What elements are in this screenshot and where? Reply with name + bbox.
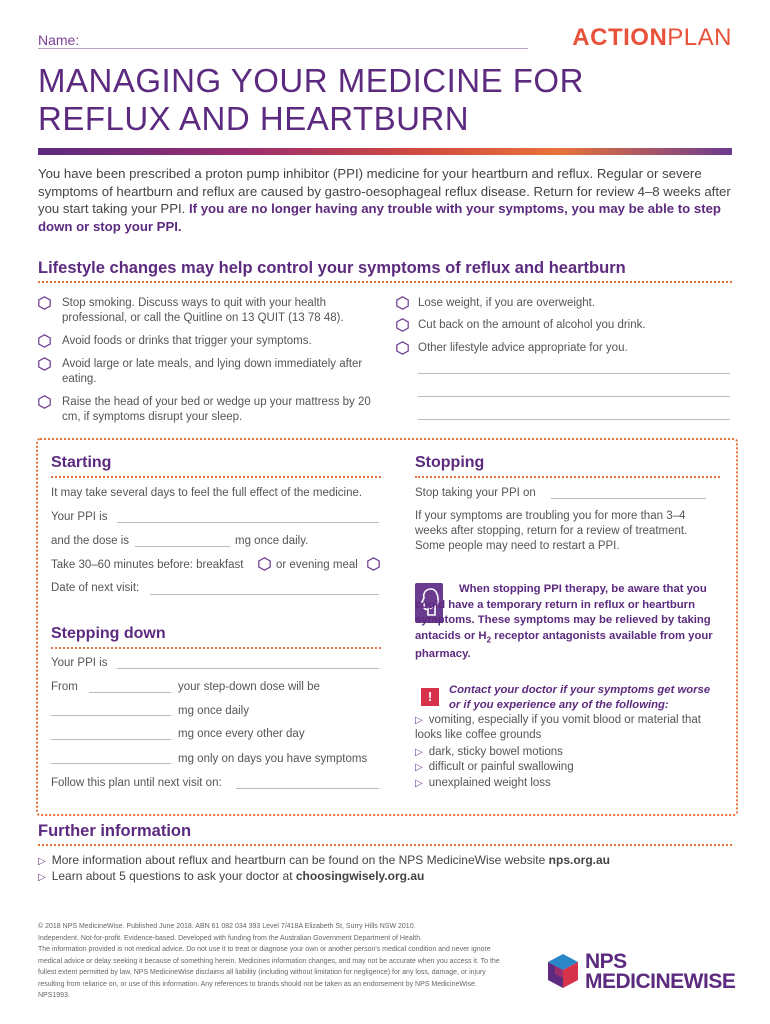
next-visit-label: Date of next visit: [51,582,140,594]
lifestyle-heading: Lifestyle changes may help control your symptoms of reflux and heartburn [38,259,626,277]
further-info-underline [38,844,732,846]
title-line-1: MANAGING YOUR MEDICINE FOR [38,62,584,99]
awareness-text-part1: When stopping PPI therapy, be aware that you could have a temporary return in reflux or heartburn symptoms. These symptoms may be relieved by taking antacids or H [415,583,711,642]
starting-ppi-field[interactable] [117,522,379,523]
nps-medicinewise-logo [545,950,736,997]
lifestyle-item-alcohol: Cut back on the amount of alcohol you drink. [418,319,646,331]
stopping-underline [415,476,720,478]
stepping-ppi-label: Your PPI is [51,657,108,669]
symptom-item [415,760,574,775]
stop-date-field[interactable] [551,498,706,499]
triangle-bullet-icon: ▷ [415,715,423,726]
stepping-down-underline [51,647,381,649]
name-field[interactable] [38,48,528,49]
starting-dose-field[interactable] [135,546,230,547]
lifestyle-item-smoking: Stop smoking. Discuss ways to quit with your health professional, or call the Quitline on 13 QUIT (13 78 48). [62,297,344,324]
stepdown-daily-field[interactable] [51,715,171,716]
symptom-item-text: difficult or painful swallowing [428,761,574,773]
stepdown-label: your step-down dose will be [178,681,320,693]
triangle-bullet-icon: ▷ [38,856,46,867]
further-info-item [38,869,424,883]
lifestyle-heading-underline [38,281,732,283]
hexagon-checkbox-icon[interactable] [396,318,409,332]
from-field[interactable] [89,692,171,693]
footer-line-1: © 2018 NPS MedicineWise. Published June 2018. ABN 61 082 034 393 Level 7/418A Elizabeth St, Surry Hills NSW 2010. [38,923,416,930]
stepdown-other-day-label: mg once every other day [178,728,305,740]
footer-line-2: Independent. Not-for-profit. Evidence-based. Developed with funding from the Australian Government Department of Health. [38,934,423,942]
brand-plan: PLAN [667,24,732,51]
intro-text: You have been prescribed a proton pump inhibitor (PPI) medicine for your heartburn and reflux. Regular or severe symptoms of heartburn and reflux are caused by gastro-oesophageal reflux disease. Return for review 4–8 weeks after you start taking your PPI. [38,166,731,216]
footer-text [38,921,508,1002]
triangle-bullet-icon: ▷ [415,762,423,773]
stepdown-other-day-field[interactable] [51,739,171,740]
warning-icon: ! [421,688,439,706]
further-info-item [38,853,610,867]
starting-dose-label: and the dose is [51,535,130,547]
triangle-bullet-icon: ▷ [415,747,423,758]
footer-line-3: The information provided is not medical advice. Do not use it to treat or diagnose your own or another person's medical condition and never ignore medical advice or delay seeking it because of something herein. Medicines information changes, and may not be accurate when you access it. To the fullest extent permitted by law, NPS MedicineWise disclaims all liability (including without limitation for negligence) for any loss, damage, or injury resulting from reliance on, or use of this information. Any references to brands should not be taken as an endorsement by NPS MedicineWise. NPS1993. [38,946,500,999]
symptom-item [415,713,715,743]
triangle-bullet-icon: ▷ [38,872,46,883]
stopping-awareness-text [415,582,715,663]
symptom-item-text: dark, sticky bowel motions [428,746,563,758]
follow-plan-label: Follow this plan until next visit on: [51,777,222,789]
further-info-heading: Further information [38,822,192,840]
logo-cube-icon [545,952,581,992]
hexagon-checkbox-icon[interactable] [396,341,409,355]
title-line-2: REFLUX AND HEARTBURN [38,100,470,137]
triangle-bullet-icon: ▷ [415,778,423,789]
awareness-subscript: 2 [486,634,492,644]
starting-intro: It may take several days to feel the full effect of the medicine. [51,487,363,499]
lifestyle-item-weight: Lose weight, if you are overweight. [418,297,596,309]
hexagon-checkbox-icon[interactable] [38,334,51,348]
other-advice-line[interactable] [418,396,730,397]
nps-link[interactable]: nps.org.au [548,853,610,867]
stop-taking-label: Stop taking your PPI on [415,487,536,499]
starting-underline [51,476,381,478]
symptom-item [415,745,563,760]
page-title [38,62,738,138]
stepdown-daily-label: mg once daily [178,705,249,717]
choosing-wisely-link[interactable]: choosingwisely.org.au [295,869,425,883]
brand-action-plan [572,24,732,52]
from-label: From [51,681,78,693]
brand-action: ACTION [572,24,668,51]
hexagon-checkbox-icon[interactable] [38,395,51,409]
starting-heading: Starting [51,454,112,471]
next-visit-field[interactable] [150,594,379,595]
logo-line-2: MEDICINEWISE [585,970,736,993]
intro-paragraph [38,165,738,235]
stopping-heading: Stopping [415,454,485,471]
symptom-item-text: unexplained weight loss [428,777,551,789]
symptom-item-text: vomiting, especially if you vomit blood or material that looks like coffee grounds [415,714,701,741]
stepdown-symptoms-label: mg only on days you have symptoms [178,753,368,765]
stepdown-symptoms-field[interactable] [51,763,171,764]
starting-take-label: Take 30–60 minutes before: breakfast [51,559,244,571]
further-item-text: More information about reflux and heartburn can be found on the NPS MedicineWise website [51,853,549,867]
stopping-troubling-text: If your symptoms are troubling you for more than 3–4 weeks after stopping, return for a review of treatment. Some people may need to restart a PPI. [415,510,688,552]
name-label: Name: [38,32,80,48]
hexagon-checkbox-icon[interactable] [38,357,51,371]
stepping-ppi-field[interactable] [117,668,379,669]
stepping-down-heading: Stepping down [51,625,166,642]
color-stripe [38,148,732,155]
other-advice-line[interactable] [418,419,730,420]
contact-doctor-text: Contact your doctor if your symptoms get worse or if you experience any of the following: [449,684,711,711]
logo-wordmark [585,952,735,992]
hexagon-checkbox-icon[interactable] [38,296,51,310]
logo-line-1: NPS [585,950,627,973]
other-advice-line[interactable] [418,373,730,374]
breakfast-checkbox-icon[interactable] [258,557,271,571]
lifestyle-item-trigger-foods: Avoid foods or drinks that trigger your symptoms. [62,335,312,347]
further-item-text: Learn about 5 questions to ask your doctor at [51,869,296,883]
evening-meal-checkbox-icon[interactable] [367,557,380,571]
lifestyle-item-meals: Avoid large or late meals, and lying down immediately after eating. [62,358,363,385]
lifestyle-item-other: Other lifestyle advice appropriate for you. [418,342,628,354]
awareness-text-part2: receptor antagonists available from your pharmacy. [415,629,713,661]
follow-plan-field[interactable] [236,788,379,789]
intro-bold: If you are no longer having any trouble with your symptoms, you may be able to step down or stop your PPI. [38,201,721,234]
lifestyle-item-bed: Raise the head of your bed or wedge up your mattress by 20 cm, if symptoms disrupt your sleep. [62,396,371,423]
symptom-item [415,776,551,791]
starting-dose-suffix: mg once daily. [235,535,309,547]
hexagon-checkbox-icon[interactable] [396,296,409,310]
evening-meal-label: or evening meal [276,559,358,571]
starting-ppi-label: Your PPI is [51,511,108,523]
